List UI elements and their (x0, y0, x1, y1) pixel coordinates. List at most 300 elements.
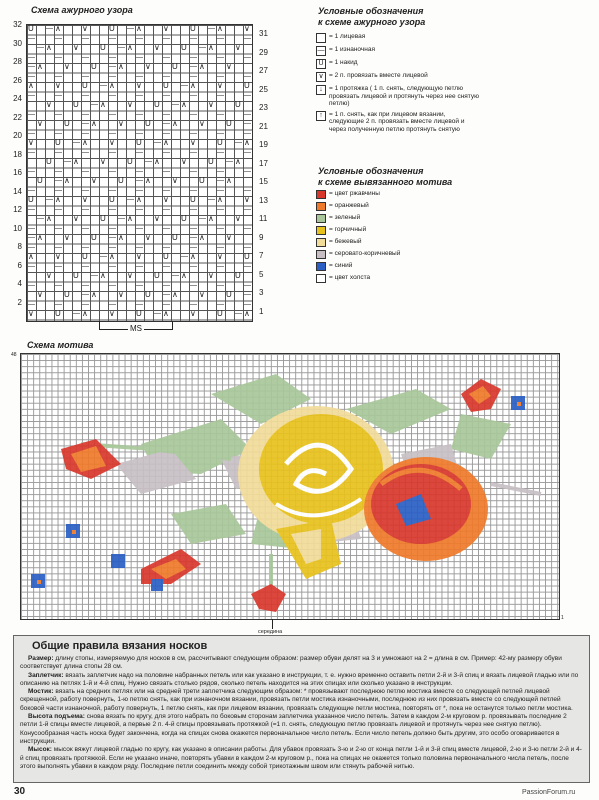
lace-legend-item (316, 33, 481, 43)
stitch-symbol: — (109, 281, 116, 289)
lace-row-number: 27 (259, 66, 268, 75)
stitch-symbol: — (136, 262, 143, 270)
stitch-symbol: — (118, 215, 125, 222)
leaf-shape (451, 414, 511, 459)
rules-paragraph (20, 713, 583, 746)
stem (491, 484, 541, 494)
bud-red (251, 584, 286, 612)
stitch-symbol: — (28, 63, 35, 70)
stitch-symbol: ∨ (73, 214, 79, 223)
stitch-symbol: — (37, 215, 44, 222)
stitch-symbol: — (28, 110, 35, 118)
stitch-symbol: ∨ (136, 81, 142, 90)
stitch-symbol: ∨ (145, 233, 151, 242)
stitch-symbol: ∧ (37, 233, 43, 242)
stitch-symbol: U (136, 309, 142, 318)
stitch-symbol: ∨ (208, 271, 214, 280)
stitch-symbol: U (172, 233, 178, 242)
stitch-symbol: — (28, 167, 35, 175)
stitch-symbol: — (217, 148, 224, 156)
stitch-symbol: ∧ (55, 24, 61, 33)
lace-row-number: 22 (13, 112, 22, 122)
stitch-symbol: — (28, 91, 35, 99)
stitch-symbol: — (82, 129, 89, 137)
stitch-symbol: — (136, 34, 143, 42)
stitch-symbol: U (163, 81, 169, 90)
stitch-symbol: — (190, 129, 197, 137)
stitch-symbol: — (109, 234, 116, 241)
stitch-symbol: — (235, 139, 242, 146)
legend-text: = бежевый (329, 238, 362, 245)
rules-paragraph (20, 672, 583, 689)
stitch-symbol: — (100, 82, 107, 89)
rules-paragraph (20, 746, 583, 771)
stitch-symbol: — (82, 148, 89, 156)
stitch-symbol: — (217, 205, 224, 213)
stitch-symbol: ∨ (226, 62, 232, 71)
lace-row-number: 26 (13, 75, 22, 85)
lace-row-number: 21 (259, 121, 268, 131)
stitch-symbol: ∨ (244, 24, 250, 33)
stitch-symbol: ∧ (55, 195, 61, 204)
stitch-symbol: ∧ (82, 309, 88, 318)
stitch-symbol: — (163, 291, 170, 298)
rules-paragraph-text: вязать заплетчик надо на половине набранных петель или как указано в инструкции, т. е. нужно временно оставить петли 2-й и 3-й спиц и вязать лицевой гладью или по описанию на петлях 1-й и 4-й спиц. Нужно связать столько рядов, сколько петель находится на этих спицах или сколько указано в инструкции. (20, 671, 579, 687)
lace-row-number: 9 (259, 232, 264, 242)
site-name: PassionForum.ru (522, 789, 576, 796)
stitch-symbol: U (145, 290, 151, 299)
stitch-symbol: — (244, 129, 251, 137)
stitch-symbol: U (28, 195, 34, 204)
stitch-symbol: ∨ (217, 81, 223, 90)
stitch-symbol: ∧ (136, 195, 142, 204)
stitch-symbol: U (226, 119, 232, 128)
lace-legend-item (316, 85, 481, 108)
rules-paragraph-label: Мостик: (28, 688, 56, 696)
stitch-symbol: — (109, 243, 116, 251)
stitch-symbol: ∧ (28, 252, 34, 261)
stitch-symbol: — (190, 281, 197, 289)
stitch-symbol: — (109, 262, 116, 270)
rules-paragraph-label: Мысок: (28, 746, 54, 754)
lace-row-number: 16 (13, 168, 22, 177)
stitch-symbol: — (244, 91, 251, 99)
stitch-symbol: ∨ (181, 157, 187, 166)
stitch-symbol: ∧ (181, 271, 187, 280)
stitch-symbol: U (163, 252, 169, 261)
color-swatch (316, 214, 326, 223)
stitch-symbol: — (244, 110, 251, 118)
stitch-symbol: ∧ (235, 157, 241, 166)
stitch-symbol: — (109, 300, 116, 308)
stitch-symbol: U (109, 24, 115, 33)
stitch-symbol: U (73, 100, 79, 109)
stitch-symbol: ∧ (181, 100, 187, 109)
legend-symbol: ↓ (316, 85, 326, 95)
stitch-symbol: — (82, 120, 89, 127)
lace-legend-item (316, 46, 481, 56)
stitch-symbol: U (55, 138, 61, 147)
stitch-symbol: U (46, 157, 52, 166)
stitch-symbol: — (28, 34, 35, 42)
motif-legend-item (316, 262, 466, 271)
stitch-symbol: — (136, 167, 143, 175)
stitch-symbol: — (109, 53, 116, 61)
stitch-symbol: — (55, 72, 62, 80)
stitch-symbol: — (28, 148, 35, 156)
stitch-symbol: — (82, 72, 89, 80)
stitch-symbol: U (190, 24, 196, 33)
stitch-symbol: U (226, 290, 232, 299)
lace-legend (316, 33, 481, 136)
stitch-symbol: U (217, 309, 223, 318)
lace-row-number: 31 (259, 29, 268, 38)
stitch-symbol: ∧ (82, 138, 88, 147)
stitch-symbol: U (64, 119, 70, 128)
stitch-symbol: ∧ (73, 157, 79, 166)
stitch-symbol: ∧ (244, 309, 250, 318)
lace-row-number: 20 (13, 131, 22, 140)
stitch-symbol: — (244, 186, 251, 194)
stitch-symbol: ∨ (163, 24, 169, 33)
motif-corner-top: 48 (11, 352, 17, 358)
stitch-symbol: — (109, 34, 116, 42)
stitch-symbol: ∨ (91, 176, 97, 185)
stitch-symbol: — (136, 281, 143, 289)
motif-legend (316, 190, 466, 286)
repeat-label: MS (130, 324, 142, 333)
stitch-symbol: U (208, 157, 214, 166)
stitch-symbol: — (136, 91, 143, 99)
stitch-symbol: — (109, 91, 116, 99)
stitch-symbol: U (145, 119, 151, 128)
color-swatch (316, 274, 326, 283)
stitch-symbol: — (55, 53, 62, 61)
stitch-symbol: — (82, 243, 89, 251)
stitch-symbol: — (55, 110, 62, 118)
stitch-symbol: — (226, 158, 233, 165)
stitch-symbol: ∨ (226, 233, 232, 242)
stitch-symbol: U (235, 271, 241, 280)
lace-row-number: 6 (17, 260, 22, 270)
stitch-symbol: ∧ (46, 214, 52, 223)
stitch-symbol: ∨ (199, 290, 205, 299)
stitch-symbol: — (217, 262, 224, 270)
stitch-symbol: — (190, 205, 197, 213)
stitch-symbol: — (100, 253, 107, 260)
color-swatch (316, 202, 326, 211)
stitch-symbol: — (82, 291, 89, 298)
stitch-symbol: ∧ (28, 81, 34, 90)
stitch-symbol: ∨ (145, 62, 151, 71)
lace-row-number: 10 (13, 223, 22, 233)
stitch-symbol: ∧ (154, 157, 160, 166)
stitch-symbol: — (190, 63, 197, 70)
stitch-symbol: — (55, 91, 62, 99)
stitch-symbol: — (127, 196, 134, 203)
stitch-symbol: ∧ (163, 309, 169, 318)
color-swatch (316, 238, 326, 247)
stitch-symbol: — (28, 262, 35, 270)
stitch-symbol: ∧ (217, 24, 223, 33)
legend-text: = оранжевый (329, 202, 369, 209)
stitch-symbol: ∨ (46, 100, 52, 109)
stitch-symbol: U (172, 62, 178, 71)
stitch-symbol: U (244, 81, 250, 90)
stitch-symbol: ∧ (109, 81, 115, 90)
stitch-symbol: — (109, 148, 116, 156)
stitch-symbol: U (100, 214, 106, 223)
stitch-symbol: — (163, 205, 170, 213)
stitch-symbol: — (190, 243, 197, 251)
motif-legend-title: Условные обозначения к схеме вывязанного мотива (318, 166, 453, 187)
stitch-symbol: ∨ (217, 252, 223, 261)
stitch-symbol: ∧ (208, 214, 214, 223)
stitch-symbol: — (190, 300, 197, 308)
stitch-symbol: ∨ (55, 81, 61, 90)
stitch-symbol: — (55, 177, 62, 184)
stitch-symbol: — (208, 25, 215, 32)
stitch-symbol: — (55, 167, 62, 175)
legend-text: = 1 лицевая (329, 33, 366, 40)
stitch-symbol: — (82, 262, 89, 270)
stitch-symbol: — (73, 310, 80, 317)
stitch-symbol: ∨ (46, 271, 52, 280)
rules-paragraphs (20, 655, 583, 771)
stitch-symbol: — (136, 300, 143, 308)
stitch-symbol: — (244, 281, 251, 289)
stitch-symbol: ∧ (64, 176, 70, 185)
legend-text: = горчичный (329, 226, 367, 233)
stitch-symbol: — (145, 158, 152, 165)
stitch-symbol: — (235, 310, 242, 317)
motif-legend-item (316, 274, 466, 283)
color-swatch (316, 250, 326, 259)
stitch-symbol: — (136, 129, 143, 137)
rules-paragraph-label: Высота подъема: (28, 713, 87, 721)
stitch-symbol: — (55, 281, 62, 289)
stitch-symbol: ∨ (127, 271, 133, 280)
stitch-symbol: — (163, 186, 170, 194)
stitch-symbol: U (181, 43, 187, 52)
stitch-symbol: ∧ (163, 138, 169, 147)
lace-row-number: 2 (17, 297, 22, 307)
stitch-symbol: ∨ (235, 43, 241, 52)
stitch-symbol: ∧ (100, 271, 106, 280)
stitch-symbol: — (136, 177, 143, 184)
stitch-symbol: — (163, 262, 170, 270)
lace-row-number: 13 (259, 195, 268, 205)
lace-row-number: 17 (259, 158, 268, 168)
blue-flower (151, 579, 163, 591)
stitch-symbol: — (217, 167, 224, 175)
stitch-symbol: — (217, 53, 224, 61)
stitch-symbol: U (28, 24, 34, 33)
stitch-symbol: — (163, 72, 170, 80)
stitch-symbol: — (163, 148, 170, 156)
stitch-symbol: — (244, 148, 251, 156)
rules-box (13, 635, 590, 783)
rules-paragraph-text: длину стопы, измеряемую для носков в см, рассчитывают следующим образом: размер обуви делят на 3 и умножают на 2 = длина в см. Пример: 42-му размеру обуви соответствует длина стопы 28 см. (20, 655, 562, 671)
stitch-symbol: ∨ (190, 138, 196, 147)
stitch-symbol: — (190, 224, 197, 232)
color-swatch (316, 262, 326, 271)
stitch-symbol: — (163, 167, 170, 175)
motif-legend-item (316, 238, 466, 247)
stitch-symbol: — (154, 139, 161, 146)
motif-corner-bottom: 1 (561, 615, 564, 621)
stitch-symbol: — (91, 272, 98, 279)
lace-row-number: 12 (13, 205, 22, 214)
stitch-symbol: — (136, 110, 143, 118)
stitch-symbol: — (244, 300, 251, 308)
stitch-symbol: — (244, 53, 251, 61)
stitch-symbol: ∨ (190, 309, 196, 318)
stitch-symbol: ∨ (37, 290, 43, 299)
stitch-symbol: — (244, 205, 251, 213)
stitch-symbol: — (136, 224, 143, 232)
legend-text: = зеленый (329, 214, 361, 221)
legend-text: = синий (329, 262, 353, 269)
stitch-symbol: — (28, 300, 35, 308)
stitch-symbol: — (163, 243, 170, 251)
stitch-symbol: ∨ (82, 195, 88, 204)
stitch-symbol: — (163, 110, 170, 118)
stitch-symbol: — (244, 262, 251, 270)
motif-legend-item (316, 190, 466, 199)
legend-symbol: ∨ (316, 72, 326, 82)
stitch-symbol: U (199, 176, 205, 185)
stitch-symbol: — (82, 205, 89, 213)
legend-text: = цвет ржавчины (329, 190, 380, 197)
stitch-symbol: — (190, 234, 197, 241)
stitch-symbol: ∧ (118, 62, 124, 71)
lace-row-number: 28 (13, 57, 22, 66)
stitch-symbol: ∨ (28, 309, 34, 318)
legend-text: = цвет холста (329, 274, 371, 281)
stitch-symbol: — (82, 110, 89, 118)
lace-row-number: 19 (259, 140, 268, 149)
legend-symbol: ↑ (316, 111, 326, 121)
stitch-symbol: — (28, 234, 35, 241)
stitch-symbol: — (82, 167, 89, 175)
stitch-symbol: — (190, 53, 197, 61)
stitch-symbol: — (55, 148, 62, 156)
stitch-symbol: — (55, 300, 62, 308)
stitch-symbol: — (82, 224, 89, 232)
center-marker-line (272, 619, 273, 629)
stitch-symbol: U (118, 176, 124, 185)
stitch-symbol: — (136, 205, 143, 213)
stitch-symbol: ∨ (64, 62, 70, 71)
stitch-symbol: — (244, 72, 251, 80)
stitch-symbol: ∨ (172, 176, 178, 185)
stitch-symbol: U (100, 43, 106, 52)
stitch-symbol: — (163, 224, 170, 232)
stitch-symbol: — (136, 53, 143, 61)
stitch-symbol: — (136, 243, 143, 251)
stitch-symbol: — (28, 53, 35, 61)
lace-row-number: 7 (259, 251, 264, 260)
legend-text: = 2 п. провязать вместе лицевой (329, 72, 428, 79)
stitch-symbol: — (109, 224, 116, 232)
stitch-symbol: ∨ (55, 252, 61, 261)
stitch-symbol: ∨ (109, 309, 115, 318)
stitch-symbol: — (190, 148, 197, 156)
stitch-symbol: — (163, 281, 170, 289)
stitch-symbol: U (235, 100, 241, 109)
stitch-symbol: — (217, 224, 224, 232)
stitch-symbol: — (244, 243, 251, 251)
stitch-symbol: — (28, 186, 35, 194)
stitch-symbol: — (163, 53, 170, 61)
stitch-symbol: ∨ (244, 195, 250, 204)
lace-row-number: 4 (17, 279, 22, 288)
lace-legend-item (316, 59, 481, 69)
stitch-symbol: U (154, 100, 160, 109)
stitch-symbol: ∨ (199, 119, 205, 128)
stitch-symbol: ∧ (190, 252, 196, 261)
stitch-symbol: — (109, 72, 116, 80)
stitch-symbol: — (91, 101, 98, 108)
legend-text: = 1 п. снять, как при лицевом вязании, следующие 2 п. провязать вместе лицевой и через полученную петлю протянуть снятую (329, 110, 465, 133)
motif-chart-title: Схема мотива (27, 340, 94, 350)
stitch-symbol: U (82, 252, 88, 261)
stitch-symbol: — (217, 129, 224, 137)
stitch-symbol: — (244, 224, 251, 232)
motif-legend-item (316, 250, 466, 259)
stitch-symbol: — (64, 158, 71, 165)
stitch-symbol: — (46, 25, 53, 32)
page-number: 30 (14, 786, 26, 797)
stitch-symbol: ∧ (208, 43, 214, 52)
stitch-symbol: — (109, 110, 116, 118)
stitch-symbol: ∨ (118, 119, 124, 128)
color-swatch (316, 190, 326, 199)
stitch-symbol: ∧ (199, 62, 205, 71)
legend-text: = 1 изнаночная (329, 46, 376, 53)
stitch-symbol: — (181, 82, 188, 89)
lace-row-number: 24 (13, 94, 22, 103)
stitch-symbol: — (190, 91, 197, 99)
lace-chart-title: Схема ажурного узора (31, 5, 133, 15)
stitch-symbol: ∧ (109, 252, 115, 261)
stitch-symbol: — (190, 186, 197, 194)
stitch-symbol: — (82, 281, 89, 289)
motif-legend-item (316, 214, 466, 223)
stitch-symbol: — (190, 72, 197, 80)
stitch-symbol: — (190, 167, 197, 175)
stitch-symbol: ∨ (64, 233, 70, 242)
stitch-symbol: — (109, 186, 116, 194)
stitch-symbol: — (172, 101, 179, 108)
stitch-symbol: U (82, 81, 88, 90)
rules-paragraph-text: вязать на средних петлях или на средней трети заплетчика следующим образом: * провязывают последнюю петлю мостика вместе со следующей петлей лицевой скрещенной, работу повернуть, 1-ю петлю снять, как при изнаночном вязании, провязать петли мостика изнаночными, последнюю из них провязать вместе со следующей петлей боковой части изнаночной, работу повернуть, 1 петлю снять, как при лицевом вязании, провязать следующие петли мостика, повторять от *, пока не останутся только петли мостика. (20, 688, 573, 712)
legend-text: = 1 протяжка ( 1 п. снять, следующую петлю провязать лицевой и протянуть через нее снятую петлю) (329, 85, 479, 107)
stitch-symbol: ∨ (73, 43, 79, 52)
stitch-symbol: — (82, 300, 89, 308)
stitch-symbol: ∧ (91, 119, 97, 128)
stitch-symbol: ∧ (226, 176, 232, 185)
leaf-shape (171, 504, 246, 544)
stitch-symbol: — (181, 253, 188, 260)
lace-row-number: 8 (17, 242, 22, 251)
stitch-symbol: — (163, 129, 170, 137)
lace-row-number: 14 (13, 186, 22, 196)
stitch-symbol: — (217, 72, 224, 80)
stitch-symbol: — (244, 120, 251, 127)
lace-row-number: 30 (13, 38, 22, 48)
